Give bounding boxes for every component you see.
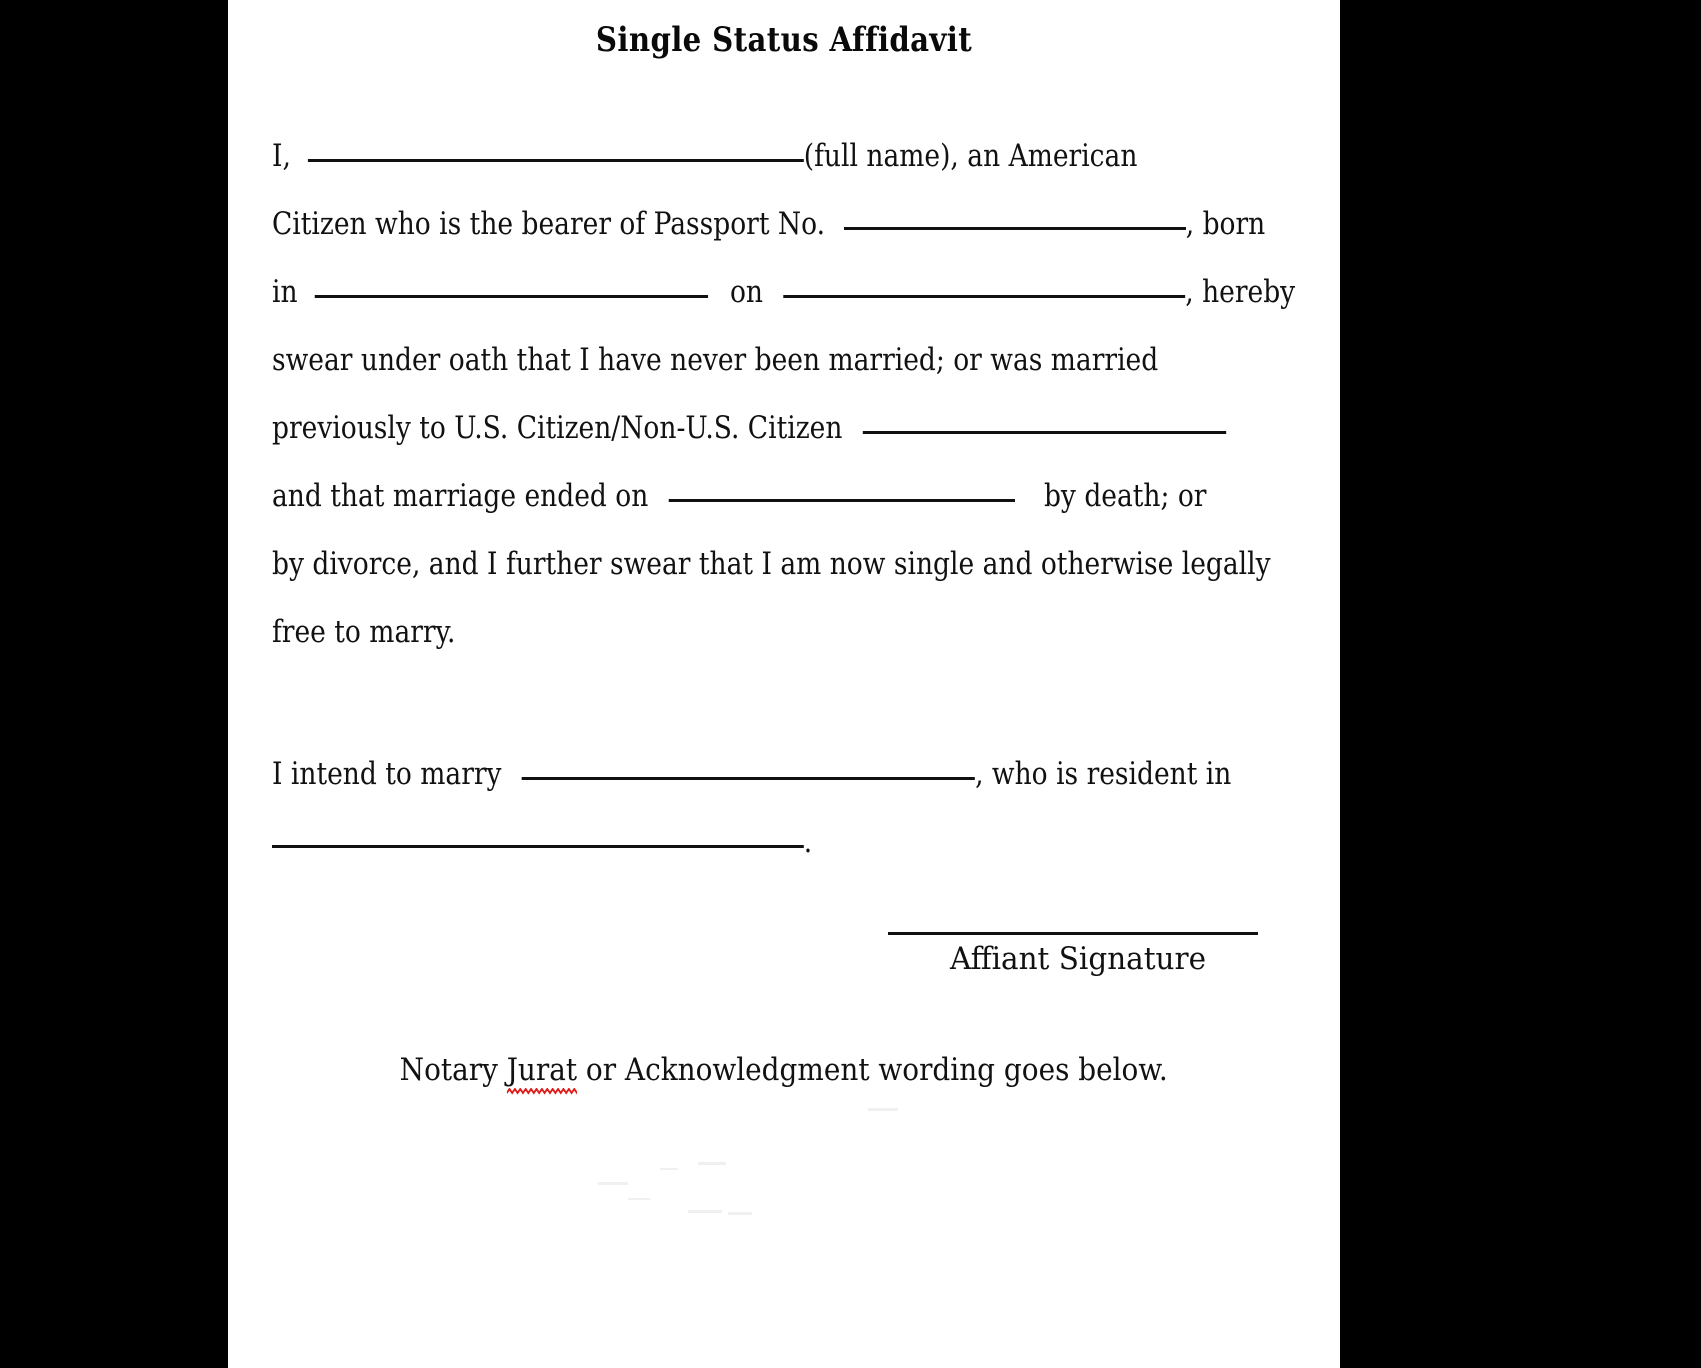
scan-artifact — [698, 1162, 726, 1165]
scan-artifact — [688, 1210, 722, 1213]
notary-text-after: or Acknowledgment wording goes below. — [577, 1052, 1169, 1088]
intent-line-1-text-b: , who is resident in — [975, 756, 1232, 792]
blank-field-former-spouse[interactable] — [863, 431, 1226, 434]
intent-line-1 — [272, 740, 1232, 808]
spellcheck-squiggle-icon — [507, 1088, 577, 1095]
body-line-1-text-b: (full name), an American — [803, 138, 1138, 174]
body-line-3-text-b: on — [729, 274, 763, 310]
body-line-6-text-b: by death; or — [1043, 478, 1207, 514]
body-line-1-text-a: I, — [272, 138, 291, 174]
scan-artifact — [660, 1168, 678, 1170]
blank-field-full-name[interactable] — [308, 159, 804, 162]
intent-to-marry-section — [272, 740, 1342, 876]
misspelled-word-jurat — [507, 1052, 577, 1088]
letterbox-bar-left — [0, 0, 228, 1368]
body-line-3 — [272, 258, 1296, 326]
signature-line[interactable] — [888, 932, 1258, 935]
scan-artifact — [628, 1198, 650, 1200]
body-line-1 — [272, 122, 1187, 190]
scan-artifact — [728, 1212, 752, 1215]
body-line-2-text-a: Citizen who is the bearer of Passport No. — [272, 206, 826, 242]
affidavit-document — [228, 0, 1340, 1368]
page-title: Single Status Affidavit — [595, 20, 973, 60]
notary-instruction-inner — [400, 1052, 1168, 1088]
document-page — [228, 0, 1340, 1368]
blank-field-intended-residence[interactable] — [272, 845, 804, 848]
body-line-6-text-a: and that marriage ended on — [272, 478, 649, 514]
body-line-5 — [272, 394, 1187, 462]
affiant-signature-block — [888, 932, 1268, 977]
body-line-7: by divorce, and I further swear that I am now single and otherwise legally — [272, 546, 1271, 582]
blank-field-passport-no[interactable] — [844, 227, 1186, 230]
notary-text-before: Notary — [399, 1052, 507, 1088]
body-line-3-text-a: in — [272, 274, 298, 310]
body-line-6 — [272, 462, 1207, 530]
scan-artifact — [868, 1108, 898, 1111]
intent-line-2 — [272, 808, 1187, 876]
scan-artifact — [598, 1182, 628, 1185]
blank-field-birth-place[interactable] — [315, 295, 708, 298]
intent-line-2-text-b: . — [803, 824, 813, 860]
body-line-3-text-c: , hereby — [1185, 274, 1296, 310]
body-line-4: swear under oath that I have never been married; or was married — [272, 342, 1159, 378]
blank-field-marriage-end-date[interactable] — [669, 499, 1015, 502]
signature-caption: Affiant Signature — [949, 941, 1207, 977]
notary-instruction — [228, 1052, 1340, 1088]
affidavit-body — [272, 122, 1342, 666]
misspelled-word-text: Jurat — [506, 1052, 578, 1088]
blank-field-intended-spouse[interactable] — [522, 777, 975, 780]
blank-field-birth-date[interactable] — [783, 295, 1185, 298]
body-line-5-text-a: previously to U.S. Citizen/Non-U.S. Citizen — [272, 410, 843, 446]
body-line-8: free to marry. — [272, 614, 456, 650]
body-line-2-text-b: , born — [1185, 206, 1266, 242]
letterbox-bar-right — [1340, 0, 1701, 1368]
body-line-2 — [272, 190, 1266, 258]
intent-line-1-text-a: I intend to marry — [272, 756, 502, 792]
